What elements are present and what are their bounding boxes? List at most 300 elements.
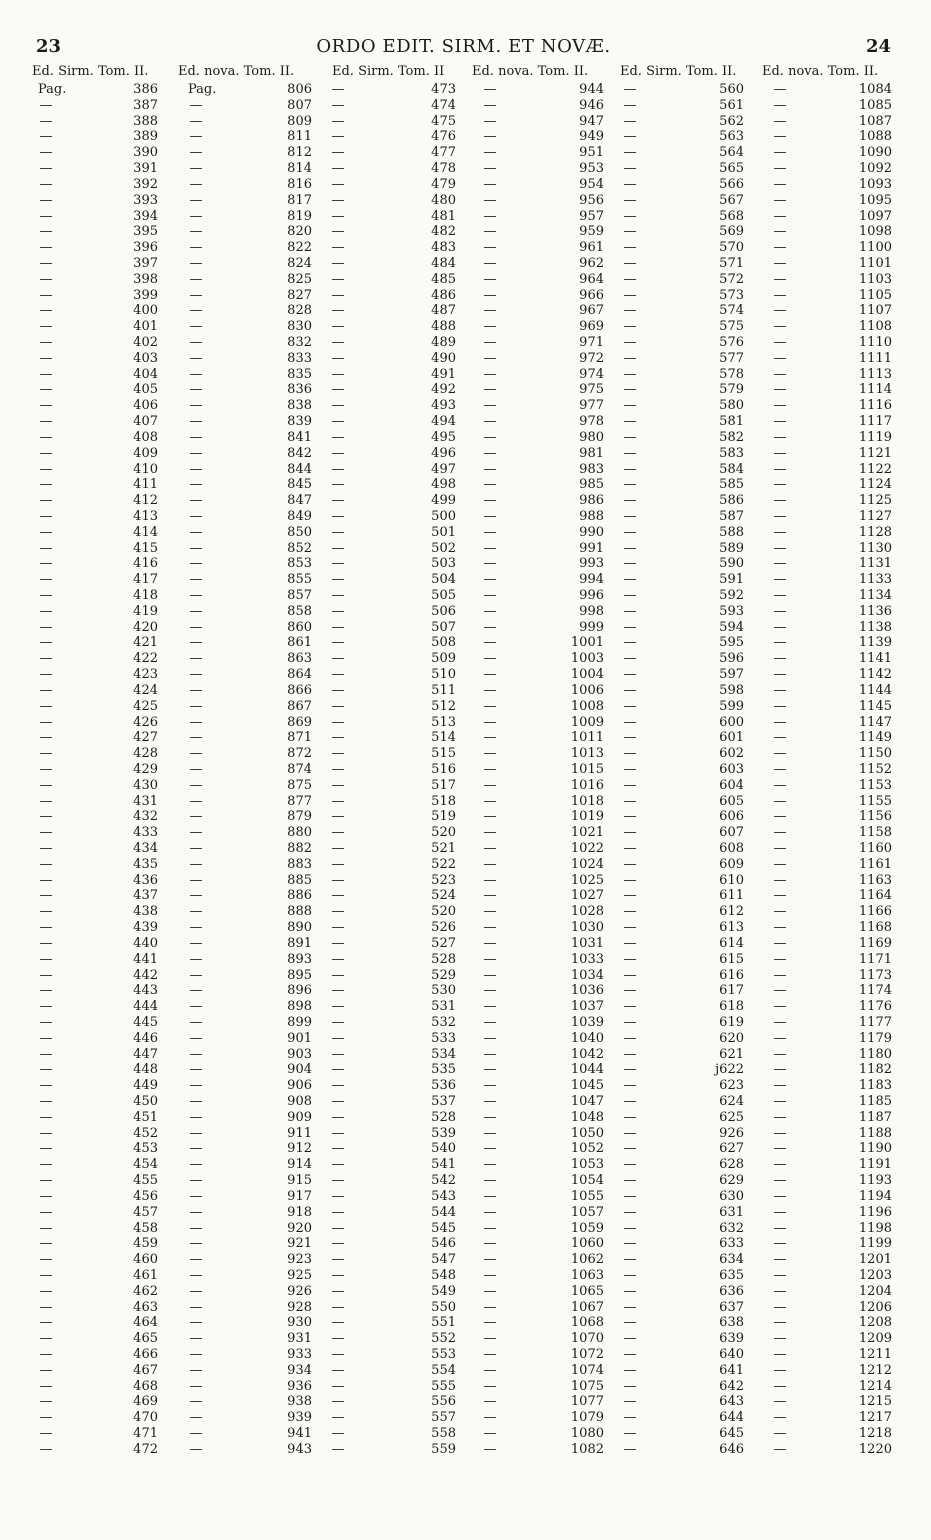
table-cell: 517: [431, 777, 456, 793]
table-cell: 1006: [570, 682, 604, 698]
table-cell: 397: [133, 255, 158, 271]
table-row: [36, 825, 896, 841]
row-dash: —: [39, 129, 53, 145]
table-cell: 1220: [858, 1441, 892, 1457]
table-cell: 925: [287, 1267, 312, 1283]
row-dash: —: [189, 856, 203, 872]
table-cell: 549: [431, 1283, 456, 1299]
table-row: [36, 1094, 896, 1110]
table-cell: 1011: [570, 730, 604, 746]
row-dash: —: [189, 1267, 203, 1283]
row-dash: —: [623, 113, 637, 129]
table-cell: 1075: [570, 1378, 604, 1394]
row-dash: —: [623, 809, 637, 825]
table-cell: 619: [719, 1014, 744, 1030]
row-dash: —: [483, 1252, 497, 1268]
row-dash: —: [483, 572, 497, 588]
table-cell: 980: [579, 429, 604, 445]
row-dash: —: [189, 888, 203, 904]
table-cell: 830: [287, 319, 312, 335]
row-dash: —: [39, 1141, 53, 1157]
row-dash: —: [189, 414, 203, 430]
table-cell: 571: [719, 255, 744, 271]
table-cell: 558: [431, 1426, 456, 1442]
table-cell: 499: [431, 493, 456, 509]
table-cell: 1128: [858, 524, 892, 540]
row-dash: —: [189, 398, 203, 414]
table-cell: 475: [431, 113, 456, 129]
row-dash: —: [189, 287, 203, 303]
table-cell: 509: [431, 651, 456, 667]
table-cell: 616: [719, 967, 744, 983]
table-cell: 842: [287, 445, 312, 461]
table-cell: 1215: [858, 1394, 892, 1410]
row-dash: —: [623, 429, 637, 445]
table-row: [36, 367, 896, 383]
row-dash: —: [623, 1362, 637, 1378]
row-dash: —: [773, 1109, 787, 1125]
row-dash: —: [189, 619, 203, 635]
row-dash: —: [483, 777, 497, 793]
row-dash: —: [331, 82, 345, 97]
row-dash: —: [39, 935, 53, 951]
table-cell: 926: [719, 1125, 744, 1141]
row-dash: —: [773, 429, 787, 445]
row-dash: —: [773, 1299, 787, 1315]
table-cell: 502: [431, 540, 456, 556]
row-dash: —: [39, 841, 53, 856]
row-dash: —: [39, 619, 53, 635]
table-cell: 598: [719, 682, 744, 698]
row-dash: —: [331, 508, 345, 524]
table-row: [36, 999, 896, 1015]
row-dash: —: [623, 1078, 637, 1094]
row-dash: —: [773, 176, 787, 192]
table-cell: 1201: [858, 1252, 892, 1268]
table-cell: 575: [719, 319, 744, 335]
row-dash: —: [189, 508, 203, 524]
table-cell: 994: [579, 572, 604, 588]
table-cell: 644: [719, 1410, 744, 1426]
table-cell: 458: [133, 1220, 158, 1236]
table-cell: 921: [287, 1236, 312, 1252]
row-dash: —: [483, 825, 497, 841]
row-dash: —: [773, 255, 787, 271]
table-cell: 1203: [858, 1267, 892, 1283]
row-dash: —: [773, 1283, 787, 1299]
row-dash: —: [189, 841, 203, 856]
table-cell: 473: [431, 82, 456, 97]
table-cell: 1001: [570, 635, 604, 651]
row-dash: —: [623, 192, 637, 208]
table-cell: 1198: [858, 1220, 892, 1236]
row-dash: —: [773, 714, 787, 730]
table-row: [36, 1141, 896, 1157]
row-dash: —: [189, 1299, 203, 1315]
table-cell: 949: [579, 129, 604, 145]
row-dash: —: [773, 682, 787, 698]
row-dash: —: [189, 461, 203, 477]
row-dash: —: [483, 429, 497, 445]
table-cell: 544: [431, 1204, 456, 1220]
table-cell: 1107: [858, 303, 892, 319]
table-row: [36, 477, 896, 493]
table-cell: 609: [719, 856, 744, 872]
table-cell: 988: [579, 508, 604, 524]
table-cell: 423: [133, 667, 158, 683]
table-cell: 985: [579, 477, 604, 493]
table-cell: 593: [719, 603, 744, 619]
row-dash: —: [483, 888, 497, 904]
table-cell: 550: [431, 1299, 456, 1315]
table-cell: 539: [431, 1125, 456, 1141]
table-cell: 612: [719, 904, 744, 920]
table-cell: 438: [133, 904, 158, 920]
table-row: [36, 1426, 896, 1442]
table-cell: 863: [287, 651, 312, 667]
row-dash: —: [483, 1014, 497, 1030]
row-dash: —: [773, 698, 787, 714]
table-cell: 587: [719, 508, 744, 524]
table-cell: 408: [133, 429, 158, 445]
row-dash: —: [773, 1094, 787, 1109]
row-dash: —: [773, 224, 787, 240]
table-cell: 414: [133, 524, 158, 540]
table-cell: 901: [287, 1030, 312, 1046]
row-dash: —: [189, 698, 203, 714]
table-cell: 824: [287, 255, 312, 271]
row-dash: —: [773, 161, 787, 177]
table-cell: 875: [287, 777, 312, 793]
table-cell: 819: [287, 208, 312, 224]
row-dash: —: [773, 1331, 787, 1347]
table-cell: 453: [133, 1141, 158, 1157]
row-dash: —: [773, 1141, 787, 1157]
row-dash: —: [189, 524, 203, 540]
table-cell: 646: [719, 1441, 744, 1457]
row-dash: —: [331, 1220, 345, 1236]
row-dash: —: [623, 414, 637, 430]
table-cell: 623: [719, 1078, 744, 1094]
row-dash: —: [483, 841, 497, 856]
row-dash: —: [623, 872, 637, 888]
table-row: [36, 256, 896, 272]
table-cell: 416: [133, 556, 158, 572]
row-dash: —: [189, 335, 203, 350]
table-cell: 440: [133, 935, 158, 951]
table-cell: 431: [133, 793, 158, 809]
table-cell: 1059: [570, 1220, 604, 1236]
table-cell: 632: [719, 1220, 744, 1236]
table-body: [36, 82, 896, 1458]
table-cell: 560: [719, 82, 744, 97]
table-cell: 531: [431, 999, 456, 1015]
row-dash: —: [623, 287, 637, 303]
row-dash: —: [773, 825, 787, 841]
row-dash: —: [483, 682, 497, 698]
table-row: [36, 809, 896, 825]
table-cell: 399: [133, 287, 158, 303]
row-dash: —: [623, 920, 637, 936]
table-cell: 954: [579, 176, 604, 192]
row-dash: —: [773, 303, 787, 319]
table-cell: 849: [287, 508, 312, 524]
table-cell: 402: [133, 335, 158, 350]
table-cell: 1174: [858, 983, 892, 999]
table-cell: 386: [133, 82, 158, 97]
row-dash: —: [39, 1331, 53, 1347]
row-dash: —: [189, 588, 203, 603]
row-dash: —: [189, 350, 203, 366]
table-cell: 864: [287, 667, 312, 683]
row-dash: —: [331, 1046, 345, 1062]
table-cell: 561: [719, 97, 744, 113]
table-cell: 513: [431, 714, 456, 730]
table-cell: 511: [431, 682, 456, 698]
table-cell: 914: [287, 1157, 312, 1173]
row-dash: —: [483, 240, 497, 256]
row-dash: —: [331, 667, 345, 683]
row-dash: —: [189, 1426, 203, 1442]
table-cell: 956: [579, 192, 604, 208]
row-dash: —: [331, 651, 345, 667]
table-cell: 404: [133, 366, 158, 382]
row-dash: —: [623, 730, 637, 746]
table-cell: 1194: [858, 1188, 892, 1204]
row-dash: —: [623, 524, 637, 540]
row-dash: —: [483, 1141, 497, 1157]
row-dash: —: [483, 97, 497, 113]
row-dash: —: [39, 1252, 53, 1268]
row-dash: —: [773, 1315, 787, 1331]
row-dash: —: [773, 572, 787, 588]
table-cell: 602: [719, 746, 744, 762]
table-cell: 628: [719, 1157, 744, 1173]
table-cell: 981: [579, 445, 604, 461]
row-dash: —: [331, 161, 345, 177]
table-cell: 891: [287, 935, 312, 951]
row-dash: —: [39, 192, 53, 208]
row-dash: —: [331, 1094, 345, 1109]
row-dash: —: [483, 1236, 497, 1252]
row-dash: —: [189, 746, 203, 762]
table-row: [36, 1157, 896, 1173]
table-cell: j622: [715, 1062, 744, 1078]
table-cell: 494: [431, 414, 456, 430]
table-cell: 546: [431, 1236, 456, 1252]
row-dash: —: [331, 208, 345, 224]
table-cell: 396: [133, 240, 158, 256]
row-dash: —: [483, 1062, 497, 1078]
table-cell: 572: [719, 271, 744, 287]
table-cell: 1149: [858, 730, 892, 746]
table-cell: 1193: [858, 1173, 892, 1189]
row-dash: —: [483, 635, 497, 651]
table-cell: 584: [719, 461, 744, 477]
table-cell: 825: [287, 271, 312, 287]
row-dash: —: [39, 1299, 53, 1315]
table-cell: 534: [431, 1046, 456, 1062]
row-dash: —: [483, 983, 497, 999]
table-row: [36, 778, 896, 794]
table-row: [36, 794, 896, 810]
table-cell: 523: [431, 872, 456, 888]
row-dash: —: [39, 667, 53, 683]
row-dash: —: [623, 508, 637, 524]
table-cell: 600: [719, 714, 744, 730]
row-dash: —: [39, 508, 53, 524]
row-dash: —: [331, 1347, 345, 1362]
table-cell: 1150: [858, 746, 892, 762]
row-dash: —: [623, 1094, 637, 1109]
table-cell: 608: [719, 841, 744, 856]
table-cell: 809: [287, 113, 312, 129]
table-cell: 459: [133, 1236, 158, 1252]
row-dash: —: [39, 714, 53, 730]
table-row: [36, 952, 896, 968]
row-dash: —: [39, 145, 53, 161]
row-dash: —: [623, 335, 637, 350]
table-cell: 1028: [570, 904, 604, 920]
table-cell: 975: [579, 382, 604, 398]
table-row: [36, 746, 896, 762]
table-cell: 926: [287, 1283, 312, 1299]
table-cell: 835: [287, 366, 312, 382]
row-dash: —: [331, 1252, 345, 1268]
row-dash: —: [39, 635, 53, 651]
row-dash: —: [39, 524, 53, 540]
column-header: Ed. nova. Tom. II.: [472, 64, 589, 79]
table-cell: 1082: [570, 1441, 604, 1457]
table-cell: 1090: [858, 145, 892, 161]
table-cell: 811: [287, 129, 312, 145]
row-dash: —: [483, 588, 497, 603]
row-dash: —: [773, 1030, 787, 1046]
table-cell: 1042: [570, 1046, 604, 1062]
row-dash: —: [39, 1315, 53, 1331]
table-cell: 1113: [858, 366, 892, 382]
table-cell: 492: [431, 382, 456, 398]
row-dash: —: [623, 1204, 637, 1220]
row-dash: —: [483, 524, 497, 540]
table-cell: 617: [719, 983, 744, 999]
row-dash: —: [189, 1331, 203, 1347]
table-cell: 1052: [570, 1141, 604, 1157]
table-cell: 400: [133, 303, 158, 319]
row-dash: —: [39, 493, 53, 509]
table-cell: 425: [133, 698, 158, 714]
row-dash: —: [773, 556, 787, 572]
row-dash: —: [483, 793, 497, 809]
table-cell: 871: [287, 730, 312, 746]
table-cell: 1087: [858, 113, 892, 129]
row-dash: —: [483, 477, 497, 493]
table-cell: 579: [719, 382, 744, 398]
table-cell: 996: [579, 588, 604, 603]
table-cell: 630: [719, 1188, 744, 1204]
row-dash: —: [39, 255, 53, 271]
table-cell: 540: [431, 1141, 456, 1157]
table-cell: 428: [133, 746, 158, 762]
table-row: [36, 968, 896, 984]
row-dash: —: [331, 777, 345, 793]
table-cell: 1169: [858, 935, 892, 951]
row-dash: —: [773, 461, 787, 477]
table-cell: 570: [719, 240, 744, 256]
row-dash: —: [483, 603, 497, 619]
row-dash: —: [483, 414, 497, 430]
row-dash: —: [189, 761, 203, 777]
row-dash: —: [483, 1315, 497, 1331]
row-dash: —: [483, 1125, 497, 1141]
table-row: [36, 1442, 896, 1458]
table-cell: 548: [431, 1267, 456, 1283]
table-cell: 832: [287, 335, 312, 350]
table-cell: 467: [133, 1362, 158, 1378]
table-cell: 1173: [858, 967, 892, 983]
row-dash: —: [773, 192, 787, 208]
table-cell: 635: [719, 1267, 744, 1283]
table-cell: 844: [287, 461, 312, 477]
table-cell: 1072: [570, 1347, 604, 1362]
row-dash: —: [39, 1173, 53, 1189]
table-cell: 1093: [858, 176, 892, 192]
row-dash: —: [189, 556, 203, 572]
row-dash: —: [331, 176, 345, 192]
row-dash: —: [331, 556, 345, 572]
row-dash: —: [331, 524, 345, 540]
row-dash: —: [623, 1141, 637, 1157]
row-dash: —: [623, 82, 637, 97]
table-cell: 1019: [570, 809, 604, 825]
row-dash: —: [623, 1283, 637, 1299]
row-dash: —: [773, 350, 787, 366]
table-row: [36, 145, 896, 161]
table-cell: 944: [579, 82, 604, 97]
table-cell: 569: [719, 224, 744, 240]
row-dash: —: [623, 1315, 637, 1331]
table-cell: 618: [719, 999, 744, 1015]
row-dash: —: [483, 366, 497, 382]
row-dash: —: [39, 856, 53, 872]
table-cell: 1180: [858, 1046, 892, 1062]
table-cell: 1133: [858, 572, 892, 588]
table-row: [36, 351, 896, 367]
row-dash: —: [331, 682, 345, 698]
table-cell: 447: [133, 1046, 158, 1062]
table-row: [36, 541, 896, 557]
row-dash: —: [483, 698, 497, 714]
table-cell: 562: [719, 113, 744, 129]
row-dash: —: [773, 82, 787, 97]
row-dash: —: [623, 145, 637, 161]
table-cell: 993: [579, 556, 604, 572]
table-cell: 519: [431, 809, 456, 825]
row-dash: —: [189, 1109, 203, 1125]
row-dash: —: [189, 1014, 203, 1030]
table-cell: 526: [431, 920, 456, 936]
table-cell: 918: [287, 1204, 312, 1220]
row-dash: —: [39, 682, 53, 698]
table-cell: 939: [287, 1410, 312, 1426]
row-dash: —: [189, 1220, 203, 1236]
table-cell: 506: [431, 603, 456, 619]
table-cell: 599: [719, 698, 744, 714]
row-dash: —: [331, 1109, 345, 1125]
row-dash: —: [483, 651, 497, 667]
table-cell: 496: [431, 445, 456, 461]
row-dash: —: [773, 1267, 787, 1283]
